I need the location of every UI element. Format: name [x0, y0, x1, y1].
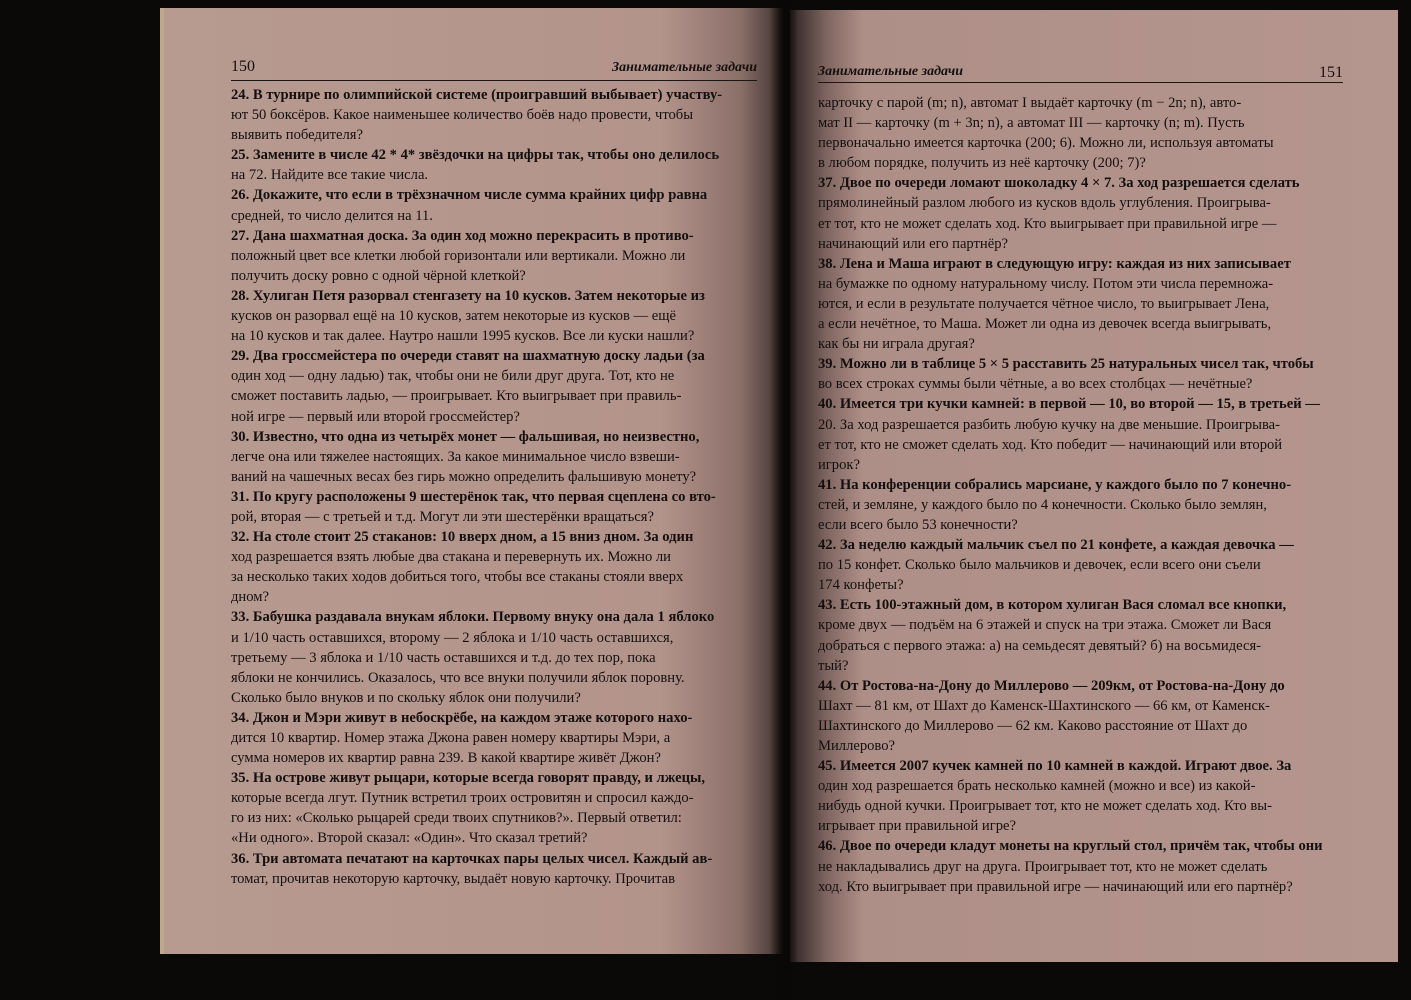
text-line: если всего было 53 конечности? — [818, 516, 1018, 533]
text-line: 46. Двое по очереди кладут монеты на круглый стол, причём так, чтобы они — [818, 838, 1323, 855]
text-line: 42. За неделю каждый мальчик съел по 21 конфете, а каждая девочка — — [818, 537, 1294, 554]
text-line: за несколько таких ходов добиться того, чтобы все стаканы стояли вверх — [231, 569, 684, 586]
text-line: на 72. Найдите все такие числа. — [231, 167, 429, 184]
text-line: сумма номеров их квартир равна 239. В какой квартире живёт Джон? — [231, 750, 661, 767]
text-line: один ход разрешается брать несколько камней (можно и все) из какой- — [818, 778, 1256, 795]
text-line: начинающий или его партнёр? — [818, 235, 1008, 252]
text-line: кроме двух — подъём на 6 этажей и спуск на три этажа. Сможет ли Вася — [818, 617, 1272, 634]
right-page — [790, 10, 1398, 962]
text-line: 43. Есть 100-этажный дом, в котором хулиган Вася сломал все кнопки, — [818, 597, 1287, 614]
text-line: мат II — карточку (m + 3n; n), а автомат III — карточку (n; m). Пусть — [818, 115, 1245, 132]
text-line: яблоки не кончились. Оказалось, что все внуки получили яблок поровну. — [231, 669, 685, 686]
text-line: рой, вторая — с третьей и т.д. Могут ли эти шестерёнки вращаться? — [231, 508, 654, 525]
text-line: на бумажке по одному натуральному числу. Потом эти числа перемножа- — [818, 275, 1274, 292]
text-line: 29. Два гроссмейстера по очереди ставят на шахматную доску ладьи (за — [231, 348, 705, 365]
text-line: 44. От Ростова-на-Дону до Миллерово — 209км, от Ростова-на-Дону до — [818, 677, 1285, 694]
text-line: третьему — 3 яблока и 1/10 часть оставшихся и т.д. до тех пор, пока — [231, 649, 656, 666]
right-page-header — [818, 60, 1343, 83]
text-line: ход разрешается взять любые два стакана и перевернуть их. Можно ли — [231, 549, 671, 566]
text-line: ной игре — первый или второй гроссмейстер? — [231, 408, 520, 425]
right-running-title: Занимательные задачи — [818, 64, 963, 79]
text-line: добраться с первого этажа: а) на семьдесят девятый? б) на восьмидеся- — [818, 637, 1262, 654]
text-line: 37. Двое по очереди ломают шоколадку 4 × 7. За ход разрешается сделать — [818, 175, 1300, 192]
text-line: ваний на чашечных весах без гирь можно определить фальшивую монету? — [231, 468, 697, 485]
text-line: 36. Три автомата печатают на карточках пары целых чисел. Каждый ав- — [231, 850, 713, 867]
text-line: игрывает при правильной игре? — [818, 818, 1016, 835]
left-page — [160, 8, 784, 954]
text-line: 34. Джон и Мэри живут в небоскрёбе, на каждом этаже которого нахо- — [231, 709, 693, 726]
text-line: Шахтинского до Миллерово — 62 км. Каково расстояние от Шахт до — [818, 717, 1248, 734]
text-line: 32. На столе стоит 25 стаканов: 10 вверх дном, а 15 вниз дном. За один — [231, 529, 694, 546]
text-line: 33. Бабушка раздавала внукам яблоки. Первому внуку она дала 1 яблоко — [231, 609, 715, 626]
text-line: 41. На конференции собрались марсиане, у каждого было по 7 конечно- — [818, 476, 1292, 493]
text-line: Шахт — 81 км, от Шахт до Каменск-Шахтинского — 66 км, от Каменск- — [818, 697, 1270, 714]
text-line: нибудь одной кучки. Проигрывает тот, кто не может сделать ход. Кто вы- — [818, 798, 1272, 815]
text-line: тый? — [818, 657, 849, 674]
text-line: первоначально имеется карточка (200; 6). Можно ли, используя автоматы — [818, 135, 1274, 152]
left-page-header — [231, 58, 757, 81]
text-line: на 10 кусков и так далее. Наутро нашли 1995 кусков. Все ли куски нашли? — [231, 328, 695, 345]
text-line: ются, и если в результате получается чётное число, то выигрывает Лена, — [818, 295, 1270, 312]
text-line: по 15 конфет. Сколько было мальчиков и девочек, если всего они съели — [818, 557, 1261, 574]
text-line: сможет поставить ладью, — проигрывает. Кто выигрывает при правиль- — [231, 388, 682, 405]
text-line: прямолинейный разлом любого из кусков вдоль углубления. Проигрыва- — [818, 195, 1271, 212]
right-page-number: 151 — [1319, 64, 1343, 81]
left-running-title: Занимательные задачи — [612, 60, 757, 75]
left-page-number: 150 — [231, 58, 255, 75]
text-line: 26. Докажите, что если в трёхзначном числе сумма крайних цифр равна — [231, 187, 708, 204]
text-line: го из них: «Сколько рыцарей среди твоих спутников?». Первый ответил: — [231, 810, 682, 827]
left-page-text — [231, 85, 784, 889]
text-line: игрок? — [818, 456, 860, 473]
book-spine-gutter — [770, 0, 798, 1000]
text-line: Миллерово? — [818, 738, 895, 754]
right-page-text — [818, 93, 1358, 897]
text-line: 39. Можно ли в таблице 5 × 5 расставить 25 натуральных чисел так, чтобы — [818, 356, 1314, 373]
text-line: 20. За ход разрешается разбить любую кучку на две меньшие. Проигрыва- — [818, 416, 1280, 433]
text-line: 38. Лена и Маша играют в следующую игру: каждая из них записывает — [818, 255, 1291, 272]
text-line: 31. По кругу расположены 9 шестерёнок так, что первая сцеплена со вто- — [231, 488, 716, 505]
text-line: 40. Имеется три кучки камней: в первой — 10, во второй — 15, в третьей — — [818, 396, 1320, 413]
text-line: получить доску ровно с одной чёрной клеткой? — [231, 267, 526, 284]
text-line: ет тот, кто не сможет сделать ход. Кто победит — начинающий или второй — [818, 436, 1283, 453]
text-line: и 1/10 часть оставшихся, второму — 2 яблока и 1/10 часть оставшихся, — [231, 629, 674, 646]
text-line: один ход — одну ладью) так, чтобы они не били друг друга. Тот, кто не — [231, 368, 675, 385]
text-line: 45. Имеется 2007 кучек камней по 10 камней в каждой. Играют двое. За — [818, 758, 1292, 775]
text-line: в любом порядке, получить из неё карточку (200; 7)? — [818, 155, 1146, 172]
text-line: томат, прочитав некоторую карточку, выдаёт новую карточку. Прочитав — [231, 870, 676, 887]
text-line: стей, и земляне, у каждого было по 4 конечности. Сколько было землян, — [818, 496, 1267, 513]
text-line: ет тот, кто не может сделать ход. Кто выигрывает при правильной игре — — [818, 215, 1277, 232]
text-line: 27. Дана шахматная доска. За один ход можно перекрасить в противо- — [231, 227, 694, 244]
text-line: 35. На острове живут рыцари, которые всегда говорят правду, и лжецы, — [231, 770, 706, 787]
text-line: во всех строках суммы были чётные, а во всех столбцах — нечётные? — [818, 376, 1253, 393]
text-line: не накладывались друг на друга. Проигрывает тот, кто не может сделать — [818, 858, 1268, 875]
text-line: а если нечётное, то Маша. Может ли одна из девочек всегда выигрывать, — [818, 316, 1272, 333]
text-line: Сколько было внуков и по скольку яблок они получили? — [231, 689, 581, 706]
text-line: 30. Известно, что одна из четырёх монет — фальшивая, но неизвестно, — [231, 428, 700, 445]
text-line: выявить победителя? — [231, 127, 363, 144]
text-line: карточку с парой (m; n), автомат I выдаёт карточку (m − 2n; n), авто- — [818, 95, 1242, 111]
text-line: положный цвет все клетки любой горизонтали или вертикали. Можно ли — [231, 247, 686, 264]
text-line: легче она или тяжелее настоящих. За какое минимальное число взвеши- — [231, 448, 680, 465]
text-line: дится 10 квартир. Номер этажа Джона равен номеру квартиры Мэри, а — [231, 730, 671, 746]
text-line: 28. Хулиган Петя разорвал стенгазету на 10 кусков. Затем некоторые из — [231, 287, 705, 304]
text-line: 24. В турнире по олимпийской системе (проигравший выбывает) участву- — [231, 87, 723, 103]
text-line: 25. Замените в числе 42 * 4* звёздочки на цифры так, чтобы оно делилось — [231, 147, 720, 164]
text-line: кусков он разорвал ещё на 10 кусков, затем некоторые из кусков — ещё — [231, 308, 676, 325]
text-line: ход. Кто выигрывает при правильной игре — начинающий или его партнёр? — [818, 878, 1293, 895]
text-line: средней, то число делится на 11. — [231, 207, 433, 224]
text-line: которые всегда лгут. Путник встретил троих островитян и спросил каждо- — [231, 790, 694, 807]
text-line: 174 конфеты? — [818, 577, 904, 594]
text-line: как бы ни играла другая? — [818, 336, 975, 353]
text-line: ют 50 боксёров. Какое наименьшее количество боёв надо провести, чтобы — [231, 107, 694, 124]
text-line: «Ни одного». Второй сказал: «Один». Что сказал третий? — [231, 830, 588, 847]
text-line: дном? — [231, 589, 269, 606]
